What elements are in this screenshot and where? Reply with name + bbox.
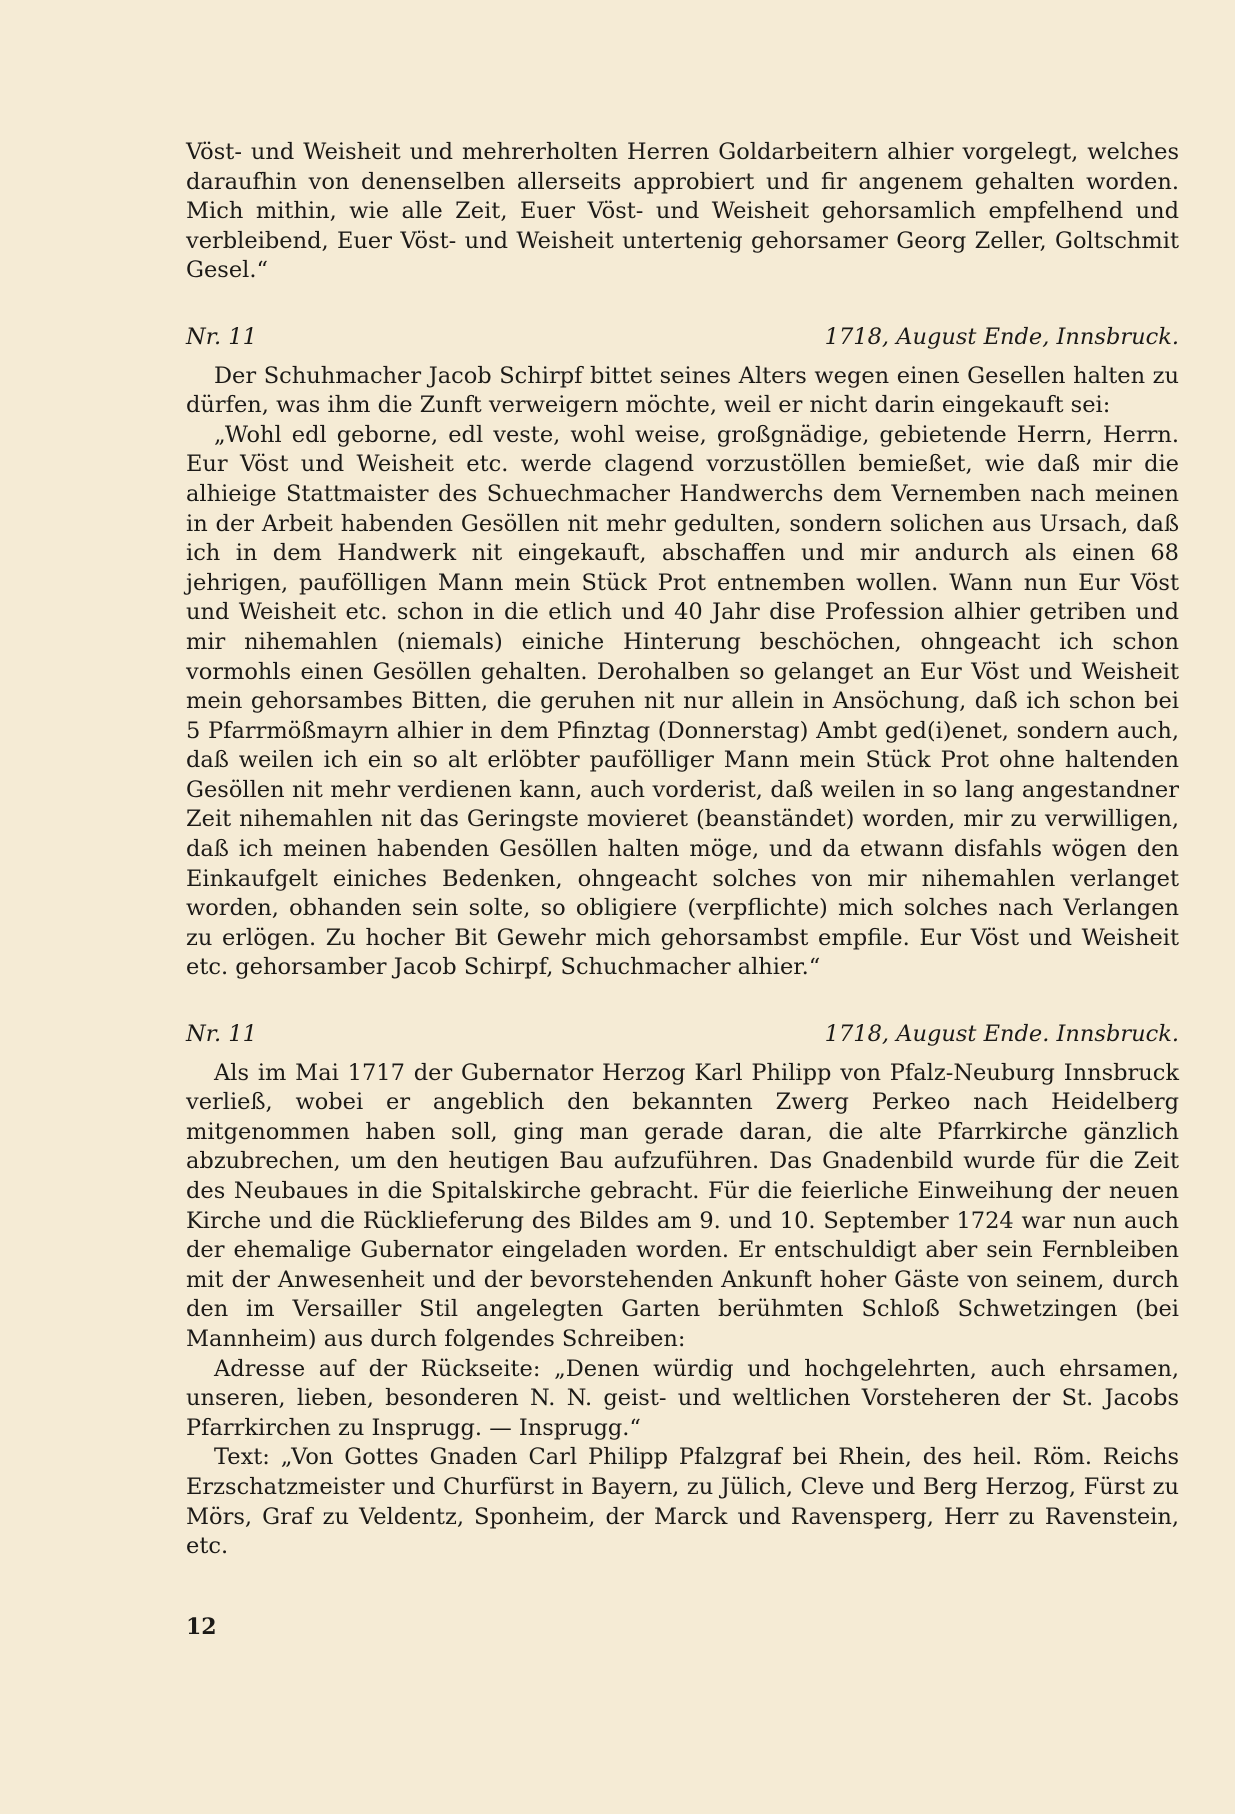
page-number: 12 [186,1614,217,1640]
spacer [186,353,1179,362]
spacer [186,286,1179,323]
entry-header [186,323,1179,353]
spacer [186,1050,1179,1059]
paragraph-address: Adresse auf der Rückseite: „Denen würdig und hochgelehrten, auch ehrsamen, unseren, lieben, besonderen N. N. geist- und weltlichen Vorsteheren der St. Jacobs Pfarrkirchen zu Insprugg. — Insprugg.“ [186,1355,1179,1441]
entry-date: 1718, August Ende. Innsbruck. [824,1021,1179,1048]
text-column [186,138,1179,1562]
entry-number: Nr. 11 [186,1021,257,1048]
paragraph-summary: Der Schuhmacher Jacob Schirpf bittet seines Alters wegen einen Gesellen halten zu dürfen, was ihm die Zunft verweigern möchte, weil er nicht darin eingekauft sei: [186,362,1179,419]
paragraph-continuation: Vöst- und Weisheit und mehrerholten Herren Goldarbeitern alhier vorgelegt, welches daraufhin von denenselben allerseits approbiert und fir angenem gehalten worden. Mich mithin, wie alle Zeit, Euer Vöst- und Weisheit gehorsamlich empfelhend und verbleibend, Euer Vöst- und Weisheit untertenig gehorsamer Georg Zeller, Goltschmit Gesel.“ [186,139,1179,284]
paragraph-letter: „Wohl edl geborne, edl veste, wohl weise, großgnädige, gebietende Herrn, Herrn. Eur Vöst und Weisheit etc. werde clagend vorzustöllen bemießet, wie daß mir die alhieige Stattmaister des Schuechmacher Handwerchs dem Vernemben nach meinen in der Arbeit habenden Gesöllen nit mehr gedulten, sondern solichen aus Ursach, daß ich in dem Handwerk nit eingekauft, abschaffen und mir andurch als einen 68 jehrigen, paufölligen Mann mein Stück Prot entnemben wollen. Wann nun Eur Vöst und Weisheit etc. schon in die etlich und 40 Jahr dise Profession alhier getriben und mir nihemahlen (niemals) einiche Hinterung beschöchen, ohngeacht ich schon vormohls einen Gesöllen gehalten. Derohalben so gelanget an Eur Vöst und Weisheit mein gehorsambes Bitten, die geruhen nit nur allein in Ansöchung, daß ich schon bei 5 Pfarrmößmayrn alhier in dem Pfinztag (Donnerstag) Ambt ged(i)enet, sondern auch, daß weilen ich ein so alt erlöbter paufölliger Mann mein Stück Prot ohne haltenden Gesöllen nit mehr verdienen kann, auch vorderist, daß weilen in so lang angestandner Zeit nihemahlen nit das Geringste movieret (beanständet) worden, mir zu verwilligen, daß ich meinen habenden Gesöllen halten möge, und da etwann disfahls wögen den Einkaufgelt einiches Bedenken, ohngeacht solches von mir nihemahlen verlanget worden, obhanden sein solte, so obligiere (verpflichte) mich solches nach Verlangen zu erlögen. Zu hocher Bit Gewehr mich gehorsambst empfile. Eur Vöst und Weisheit etc. gehorsamber Jacob Schirpf, Schuchmacher alhier.“ [186,421,1179,981]
entry-date: 1718, August Ende, Innsbruck. [824,323,1179,350]
paragraph-text: Text: „Von Gottes Gnaden Carl Philipp Pfalzgraf bei Rhein, des heil. Röm. Reichs Erzschatzmeister und Churfürst in Bayern, zu Jülich, Cleve und Berg Herzog, Fürst zu Mörs, Graf zu Veldentz, Sponheim, der Marck und Ravensperg, Herr zu Ravenstein, etc. [186,1444,1179,1560]
paragraph-introduction: Als im Mai 1717 der Gubernator Herzog Karl Philipp von Pfalz-Neuburg Innsbruck verließ, wobei er angeblich den bekannten Zwerg Perkeo nach Heidelberg mitgenommen haben soll, ging man gerade daran, die alte Pfarrkirche gänzlich abzubrechen, um den heutigen Bau aufzuführen. Das Gnadenbild wurde für die Zeit des Neubaues in die Spitalskirche gebracht. Für die feierliche Einweihung der neuen Kirche und die Rücklieferung des Bildes am 9. und 10. September 1724 war nun auch der ehemalige Gubernator eingeladen worden. Er entschuldigt aber sein Fernbleiben mit der Anwesenheit und der bevorstehenden Ankunft hoher Gäste von seinem, durch den im Versailler Stil angelegten Garten berühmten Schloß Schwetzingen (bei Mannheim) aus durch folgendes Schreiben: [186,1059,1179,1352]
entry-number: Nr. 11 [186,323,257,350]
spacer [186,983,1179,1020]
entry-header [186,1020,1179,1050]
